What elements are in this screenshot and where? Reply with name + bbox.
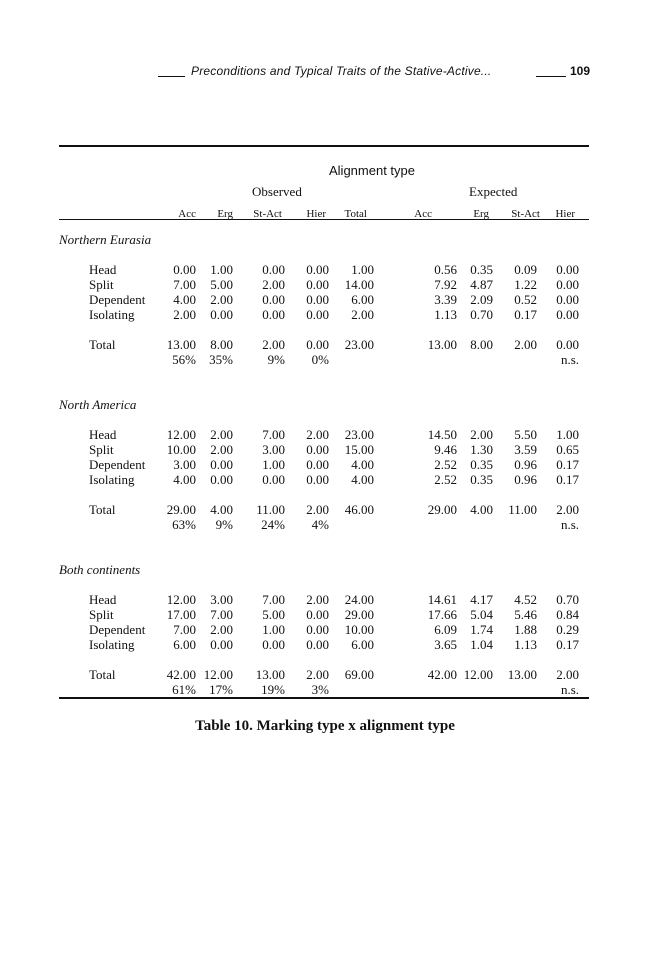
total-cell: 13.00 xyxy=(427,337,457,352)
table-cell: 1.04 xyxy=(470,637,493,652)
table-cell: 4.00 xyxy=(351,472,374,487)
total-cell: 13.00 xyxy=(255,667,285,682)
table-cell: 2.52 xyxy=(434,457,457,472)
percent-cell: 9% xyxy=(215,517,233,532)
table-cell: 2.00 xyxy=(173,307,196,322)
total-cell: 11.00 xyxy=(508,502,537,517)
table-cell: 7.92 xyxy=(434,277,457,292)
percent-cell: 19% xyxy=(261,682,285,697)
column-header: St-Act xyxy=(253,208,282,220)
row-label: Dependent xyxy=(89,622,146,637)
table-cell: 3.00 xyxy=(173,457,196,472)
total-cell: 2.00 xyxy=(306,502,329,517)
page-number: 109 xyxy=(570,64,591,78)
total-cell: 29.00 xyxy=(166,502,196,517)
group-header-observed: Observed xyxy=(252,184,302,199)
table-cell: 0.00 xyxy=(306,472,329,487)
total-label: Total xyxy=(89,502,116,517)
table-cell: 4.00 xyxy=(173,292,196,307)
table-cell: 10.00 xyxy=(166,442,196,457)
table-cell: 0.96 xyxy=(514,457,537,472)
section-title: Northern Eurasia xyxy=(59,232,152,247)
column-header: Erg xyxy=(473,208,489,220)
table-cell: 0.52 xyxy=(514,292,537,307)
running-head-rule-left xyxy=(158,76,185,77)
column-header: Acc xyxy=(414,208,432,220)
total-cell: 23.00 xyxy=(344,337,374,352)
row-label: Isolating xyxy=(89,472,135,487)
group-header-expected: Expected xyxy=(469,184,518,199)
percent-cell: 3% xyxy=(311,682,329,697)
table-cell: 5.50 xyxy=(514,427,537,442)
total-cell: 2.00 xyxy=(514,337,537,352)
table-cell: 3.00 xyxy=(210,592,233,607)
table-cell: 0.00 xyxy=(306,277,329,292)
table-cell: 5.00 xyxy=(210,277,233,292)
section-title: North America xyxy=(59,397,137,412)
table-cell: 2.00 xyxy=(262,277,285,292)
table-cell: 0.29 xyxy=(556,622,579,637)
percent-cell: 24% xyxy=(261,517,285,532)
table-cell: 4.00 xyxy=(351,457,374,472)
table-cell: 1.00 xyxy=(262,622,285,637)
total-cell: 4.00 xyxy=(210,502,233,517)
table-cell: 0.84 xyxy=(556,607,579,622)
table-cell: 0.17 xyxy=(556,637,579,652)
total-cell: 8.00 xyxy=(470,337,493,352)
table-cell: 14.61 xyxy=(427,592,457,607)
table-cell: 5.04 xyxy=(470,607,493,622)
total-cell: 42.00 xyxy=(427,667,457,682)
table-cell: 0.00 xyxy=(556,292,579,307)
table-cell: 0.00 xyxy=(262,292,285,307)
total-cell: 4.00 xyxy=(470,502,493,517)
table-cell: 1.22 xyxy=(514,277,537,292)
table-cell: 2.52 xyxy=(434,472,457,487)
percent-cell: 56% xyxy=(172,352,196,367)
table-cell: 0.00 xyxy=(262,307,285,322)
total-cell: 11.00 xyxy=(256,502,285,517)
table-cell: 0.00 xyxy=(556,277,579,292)
table-cell: 3.39 xyxy=(434,292,457,307)
table-cell: 0.00 xyxy=(262,472,285,487)
table-cell: 7.00 xyxy=(173,622,196,637)
percent-cell: n.s. xyxy=(560,352,579,367)
total-label: Total xyxy=(89,667,116,682)
table-cell: 0.35 xyxy=(470,472,493,487)
table-cell: 0.00 xyxy=(210,307,233,322)
table-cell: 0.96 xyxy=(514,472,537,487)
row-label: Split xyxy=(89,442,114,457)
table-cell: 2.00 xyxy=(210,442,233,457)
row-label: Isolating xyxy=(89,637,135,652)
total-cell: 12.00 xyxy=(463,667,493,682)
row-label: Split xyxy=(89,277,114,292)
table-cell: 0.00 xyxy=(556,262,579,277)
table-cell: 6.00 xyxy=(351,292,374,307)
table-cell: 4.00 xyxy=(173,472,196,487)
table-cell: 1.00 xyxy=(262,457,285,472)
table-caption: Table 10. Marking type x alignment type xyxy=(195,718,455,734)
table-cell: 0.00 xyxy=(262,262,285,277)
table-cell: 7.00 xyxy=(262,592,285,607)
percent-cell: 63% xyxy=(172,517,196,532)
column-header: Acc xyxy=(178,208,196,220)
table-cell: 2.00 xyxy=(210,292,233,307)
table-cell: 0.70 xyxy=(470,307,493,322)
table-cell: 1.88 xyxy=(514,622,537,637)
table-cell: 14.50 xyxy=(427,427,457,442)
table-cell: 6.00 xyxy=(173,637,196,652)
table-cell: 0.70 xyxy=(556,592,579,607)
table-cell: 0.00 xyxy=(306,622,329,637)
table-cell: 2.00 xyxy=(351,307,374,322)
running-head-rule-right xyxy=(536,76,566,77)
table-cell: 7.00 xyxy=(173,277,196,292)
total-cell: 0.00 xyxy=(556,337,579,352)
percent-cell: n.s. xyxy=(560,682,579,697)
table-cell: 4.87 xyxy=(470,277,493,292)
total-cell: 46.00 xyxy=(344,502,374,517)
table-cell: 6.09 xyxy=(434,622,457,637)
table-cell: 1.00 xyxy=(210,262,233,277)
percent-cell: 4% xyxy=(311,517,329,532)
table-cell: 2.09 xyxy=(470,292,493,307)
table-cell: 12.00 xyxy=(166,592,196,607)
super-header: Alignment type xyxy=(329,163,415,178)
table-cell: 0.17 xyxy=(556,472,579,487)
table-cell: 0.00 xyxy=(306,262,329,277)
row-label: Dependent xyxy=(89,457,146,472)
table-cell: 5.46 xyxy=(514,607,537,622)
percent-cell: 35% xyxy=(209,352,233,367)
table-cell: 4.52 xyxy=(514,592,537,607)
table-bottom-rule xyxy=(59,697,589,699)
table-cell: 0.00 xyxy=(556,307,579,322)
table-cell: 7.00 xyxy=(210,607,233,622)
column-header: Erg xyxy=(217,208,233,220)
table-cell: 24.00 xyxy=(344,592,374,607)
total-cell: 13.00 xyxy=(507,667,537,682)
table-cell: 1.30 xyxy=(470,442,493,457)
table-cell: 0.09 xyxy=(514,262,537,277)
row-label: Dependent xyxy=(89,292,146,307)
table-cell: 0.00 xyxy=(306,442,329,457)
table-cell: 2.00 xyxy=(306,592,329,607)
table-cell: 1.00 xyxy=(556,427,579,442)
table-cell: 0.00 xyxy=(262,637,285,652)
table-cell: 2.00 xyxy=(470,427,493,442)
table-cell: 2.00 xyxy=(210,622,233,637)
running-head xyxy=(158,64,598,82)
table-cell: 1.74 xyxy=(470,622,493,637)
row-label: Split xyxy=(89,607,114,622)
table-cell: 29.00 xyxy=(344,607,374,622)
table-cell: 10.00 xyxy=(344,622,374,637)
total-cell: 29.00 xyxy=(427,502,457,517)
percent-cell: 0% xyxy=(311,352,329,367)
percent-cell: 17% xyxy=(209,682,233,697)
table-cell: 1.13 xyxy=(514,637,537,652)
table-cell: 0.56 xyxy=(434,262,457,277)
total-cell: 2.00 xyxy=(306,667,329,682)
total-cell: 2.00 xyxy=(262,337,285,352)
row-label: Head xyxy=(89,262,117,277)
total-cell: 2.00 xyxy=(556,502,579,517)
column-header: Hier xyxy=(555,208,575,220)
total-cell: 13.00 xyxy=(166,337,196,352)
table-cell: 0.00 xyxy=(210,472,233,487)
table-cell: 0.00 xyxy=(306,307,329,322)
table-cell: 3.59 xyxy=(514,442,537,457)
total-label: Total xyxy=(89,337,116,352)
table-cell: 0.00 xyxy=(210,457,233,472)
table-cell: 0.00 xyxy=(306,637,329,652)
column-header: Total xyxy=(344,208,367,220)
table-cell: 5.00 xyxy=(262,607,285,622)
table-cell: 0.35 xyxy=(470,457,493,472)
table-cell: 1.13 xyxy=(434,307,457,322)
table-top-rule xyxy=(59,145,589,147)
percent-cell: n.s. xyxy=(560,517,579,532)
table-cell: 17.00 xyxy=(166,607,196,622)
column-header: Hier xyxy=(306,208,326,220)
total-cell: 0.00 xyxy=(306,337,329,352)
table-cell: 17.66 xyxy=(427,607,457,622)
table-cell: 23.00 xyxy=(344,427,374,442)
table-cell: 14.00 xyxy=(344,277,374,292)
table-cell: 3.00 xyxy=(262,442,285,457)
table-cell: 9.46 xyxy=(434,442,457,457)
table-cell: 0.00 xyxy=(306,457,329,472)
table-cell: 0.17 xyxy=(556,457,579,472)
running-head-title: Preconditions and Typical Traits of the Stative-Active... xyxy=(191,64,492,78)
table-cell: 0.17 xyxy=(514,307,537,322)
table-cell: 12.00 xyxy=(166,427,196,442)
row-label: Head xyxy=(89,592,117,607)
percent-cell: 61% xyxy=(172,682,196,697)
row-label: Head xyxy=(89,427,117,442)
table-cell: 15.00 xyxy=(344,442,374,457)
table-cell: 2.00 xyxy=(210,427,233,442)
table-cell: 0.00 xyxy=(173,262,196,277)
table-cell: 2.00 xyxy=(306,427,329,442)
table-cell: 4.17 xyxy=(470,592,493,607)
table-cell: 7.00 xyxy=(262,427,285,442)
total-cell: 8.00 xyxy=(210,337,233,352)
table-cell: 0.00 xyxy=(306,607,329,622)
table-cell: 3.65 xyxy=(434,637,457,652)
total-cell: 42.00 xyxy=(166,667,196,682)
row-label: Isolating xyxy=(89,307,135,322)
table-cell: 0.35 xyxy=(470,262,493,277)
table-cell: 6.00 xyxy=(351,637,374,652)
total-cell: 12.00 xyxy=(203,667,233,682)
table-cell: 0.65 xyxy=(556,442,579,457)
total-cell: 69.00 xyxy=(344,667,374,682)
column-header: St-Act xyxy=(511,208,540,220)
percent-cell: 9% xyxy=(267,352,285,367)
table-cell: 0.00 xyxy=(210,637,233,652)
table-cell: 1.00 xyxy=(351,262,374,277)
total-cell: 2.00 xyxy=(556,667,579,682)
section-title: Both continents xyxy=(59,562,141,577)
table-cell: 0.00 xyxy=(306,292,329,307)
